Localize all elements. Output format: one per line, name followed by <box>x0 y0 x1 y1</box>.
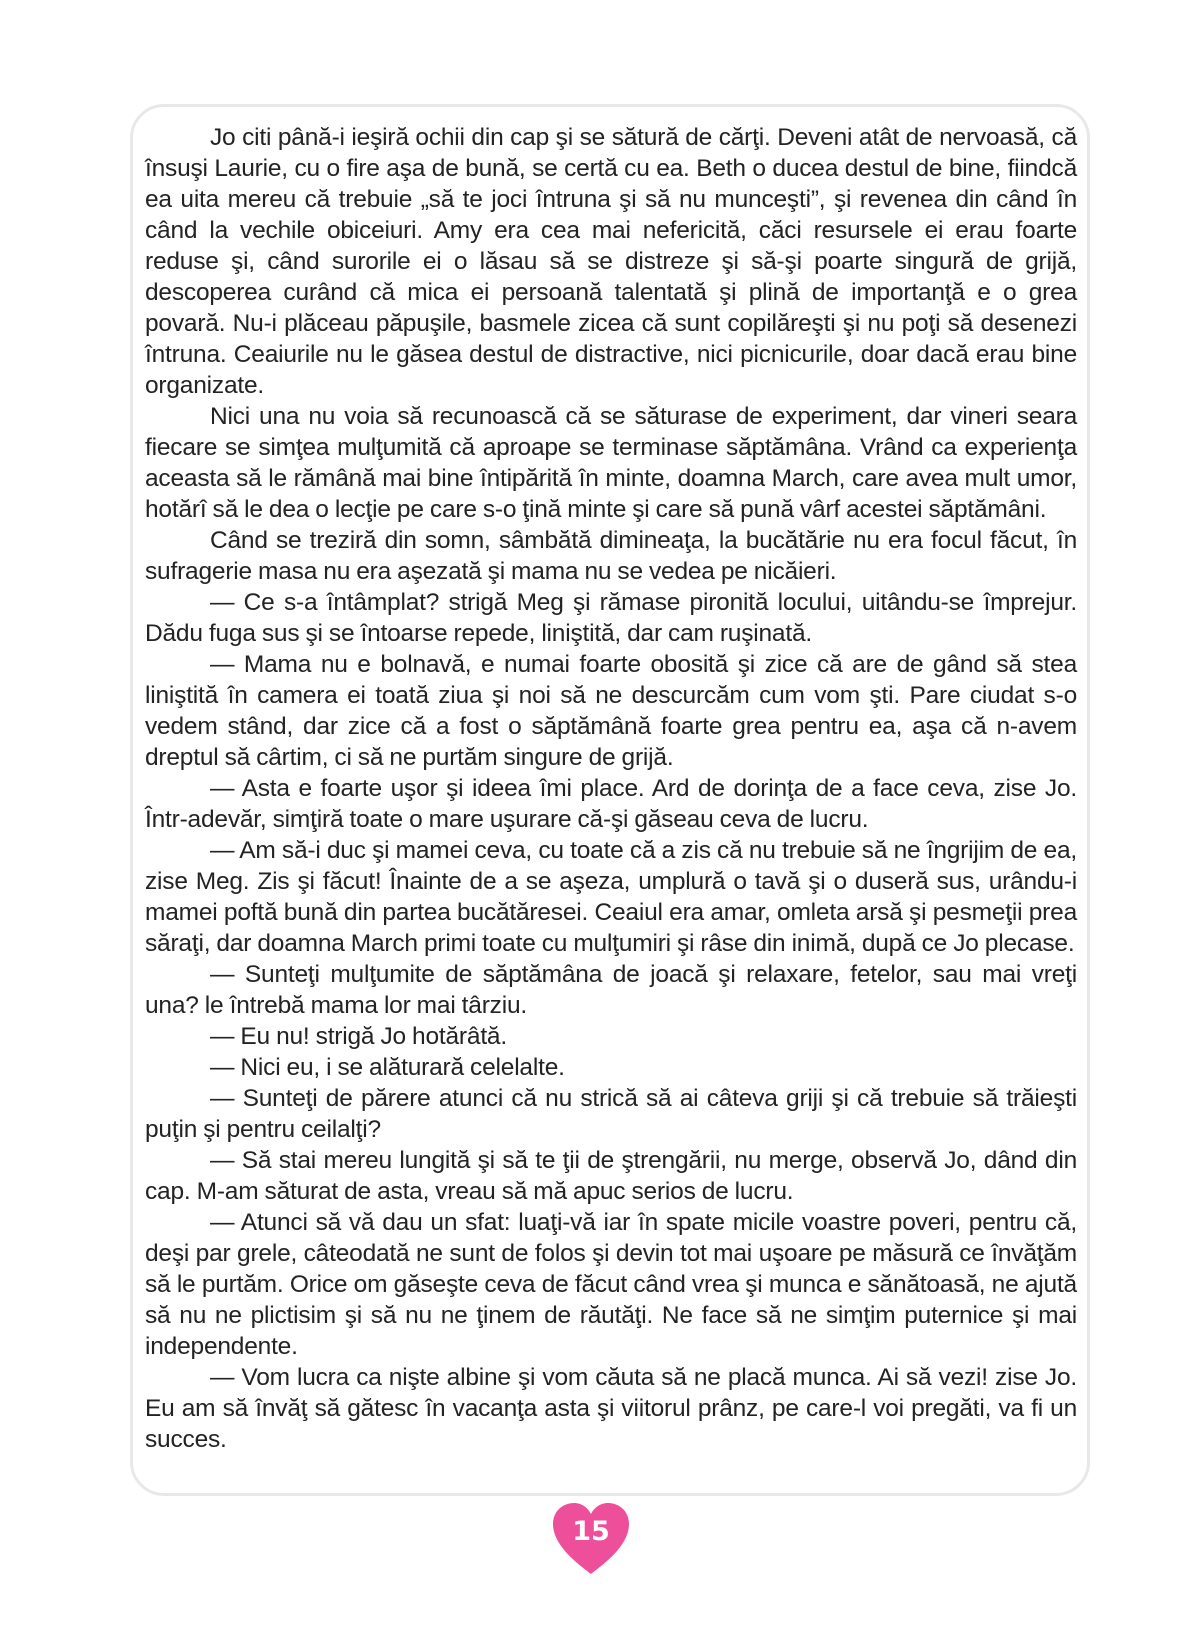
paragraph-7: — Am să-i duc şi mamei ceva, cu toate că a zis că nu trebuie să ne îngrijim de ea, zise Meg. Zis şi făcut! Înainte de a se aşeza, umplură o tavă şi o duseră sus, urându-i mamei poftă bună din partea bucătăresei. Ceaiul era amar, omleta arsă şi pesmeţii prea săraţi, dar doamna March primi toate cu mulţumiri şi râse din inimă, după ce Jo plecase. <box>145 837 1077 957</box>
page-number-badge <box>551 1502 631 1576</box>
paragraph-2: Nici una nu voia să recunoască că se săturase de experiment, dar vineri seara fiecare se simţea mulţumită că aproape se terminase săptămâna. Vrând ca experienţa aceasta să le rămână mai bine întipărită în minte, doamna March, care avea mult umor, hotărî să le dea o lecţie pe care s-o ţină minte şi care să pună vârf acestei săptămâni. <box>145 403 1077 523</box>
paragraph-12: — Să stai mereu lungită şi să te ţii de ştrengării, nu merge, observă Jo, dând din cap. M-am săturat de asta, vreau să mă apuc serios de lucru. <box>145 1147 1077 1205</box>
paragraph-11: — Sunteţi de părere atunci că nu strică să ai câteva griji şi că trebuie să trăieşti puţin şi pentru ceilalţi? <box>145 1085 1077 1143</box>
paragraph-14: — Vom lucra ca nişte albine şi vom căuta să ne placă munca. Ai să vezi! zise Jo. Eu am să învăţ să gătesc în vacanţa asta şi viitorul prânz, pe care-l voi pregăti, va fi un succes. <box>145 1364 1077 1453</box>
paragraph-10: — Nici eu, i se alăturară celelalte. <box>210 1054 565 1081</box>
paragraph-5: — Mama nu e bolnavă, e numai foarte obosită şi zice că are de gând să stea liniştită în camera ei toată ziua şi noi să ne descurcăm cum vom şti. Pare ciudat s-o vedem stând, dar zice că a fost o săptămână foarte grea pentru ea, aşa că n-avem dreptul să cârtim, ci să ne purtăm singure de grijă. <box>145 651 1077 771</box>
paragraph-3: Când se treziră din somn, sâmbătă dimineaţa, la bucătărie nu era focul făcut, în sufragerie masa nu era aşezată şi mama nu se vedea pe nicăieri. <box>145 527 1077 585</box>
body-text <box>145 122 1077 1455</box>
paragraph-8: — Sunteţi mulţumite de săptămâna de joacă şi relaxare, fetelor, sau mai vreţi una? le întrebă mama lor mai târziu. <box>145 961 1077 1019</box>
paragraph-1: Jo citi până-i ieşiră ochii din cap şi se sătură de cărţi. Deveni atât de nervoasă, că însuşi Laurie, cu o fire aşa de bună, se certă cu ea. Beth o ducea destul de bine, fiindcă ea uita mereu că trebuie „să te joci întruna şi să nu munceşti”, şi revenea din când în când la vechile obiceiuri. Amy era cea mai nefericită, căci resursele ei erau foarte reduse şi, când surorile ei o lăsau să se distreze şi să-şi poarte singură de grijă, descoperea curând că mica ei persoană talentată şi plină de importanţă e o grea povară. Nu-i plăceau păpuşile, basmele zicea că sunt copilăreşti şi nu poţi să desenezi întruna. Ceaiurile nu le găsea destul de distractive, nici picnicurile, doar dacă erau bine organizate. <box>145 124 1077 399</box>
paragraph-13: — Atunci să vă dau un sfat: luaţi-vă iar în spate micile voastre poveri, pentru că, deşi par grele, câteodată ne sunt de folos şi devin tot mai uşoare pe măsură ce învăţăm să le purtăm. Orice om găseşte ceva de făcut când vrea şi munca e sănătoasă, ne ajută să nu ne plictisim şi să nu ne ţinem de răutăţi. Ne face să ne simţim puternice şi mai independente. <box>145 1209 1077 1360</box>
paragraph-4: — Ce s-a întâmplat? strigă Meg şi rămase pironită locului, uitându-se împrejur. Dădu fuga sus şi se întoarse repede, liniştită, dar cam ruşinată. <box>145 589 1077 647</box>
paragraph-6: — Asta e foarte uşor şi ideea îmi place. Ard de dorinţa de a face ceva, zise Jo. Într-adevăr, simţiră toate o mare uşurare că-şi găseau ceva de lucru. <box>145 775 1077 833</box>
page-number: 15 <box>572 1516 610 1547</box>
paragraph-9: — Eu nu! strigă Jo hotărâtă. <box>210 1023 507 1050</box>
